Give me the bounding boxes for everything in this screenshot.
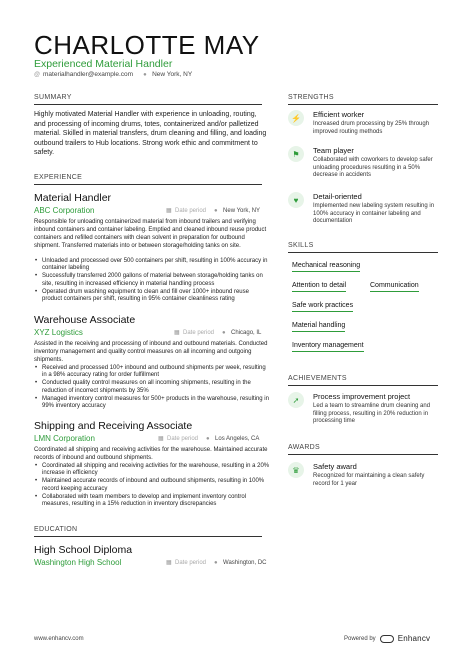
pin-icon: ●	[206, 436, 210, 442]
experience-heading: EXPERIENCE	[34, 174, 262, 185]
job-bullets	[34, 365, 270, 411]
skill-tag: Material handling	[292, 322, 345, 332]
pin-icon: ●	[214, 208, 218, 214]
location-contact: ● New York, NY	[143, 71, 193, 78]
enhancv-logo-icon	[380, 635, 394, 643]
job-title: Warehouse Associate	[34, 314, 136, 326]
pin-icon: ●	[143, 71, 147, 78]
email-contact[interactable]: @ materialhandler@example.com	[34, 71, 134, 78]
list-item: • Conducted quality control measures on all incoming shipments, resulting in the reduction of incorrect shipments by 35%	[34, 380, 270, 395]
skill-tag: Inventory management	[292, 342, 364, 352]
list-item: • Maintained accurate records of inbound and outbound shipments, resulting in 100% record keeping accuracy	[34, 478, 270, 493]
job-title: Shipping and Receiving Associate	[34, 420, 193, 432]
skill-tag: Attention to detail	[292, 282, 346, 292]
list-item: • Received and processed 100+ inbound and outbound shipments per week, resulting in a 98% accuracy rating for order fulfillment	[34, 365, 270, 380]
job-description: Responsible for unloading containerized material from inbound trailers and verifying inbound containers and container labeling. Emptied and cleaned inbound reuse product containers and refilled containers with clean solvent in preparation for outbound shipment. Transferred materials into or between storage/holding tanks on site.	[34, 219, 267, 249]
pin-icon: ●	[214, 560, 218, 566]
strengths-heading: STRENGTHS	[288, 94, 438, 105]
calendar-icon: ▦	[158, 436, 164, 442]
list-item: • Successfully transferred 2000 gallons of material between storage/holding tanks on site, resulting in increased efficiency in material handling process	[34, 273, 270, 288]
calendar-icon: ▦	[166, 560, 172, 566]
lightning-icon: ⚡	[288, 110, 304, 126]
job-company: ABC Corporation	[34, 206, 95, 215]
education-heading: EDUCATION	[34, 526, 262, 537]
skills-heading: SKILLS	[288, 242, 438, 253]
job-company: XYZ Logistics	[34, 328, 83, 337]
list-item: • Unloaded and processed over 500 containers per shift, resulting in 100% accuracy in container labeling	[34, 258, 270, 273]
footer-site-link[interactable]: www.enhancv.com	[34, 636, 84, 642]
flag-icon: ⚑	[288, 146, 304, 162]
pin-icon: ●	[222, 330, 226, 336]
skill-tag: Mechanical reasoning	[292, 262, 360, 272]
at-icon: @	[34, 71, 41, 78]
awards-heading: AWARDS	[288, 444, 438, 455]
job-bullets	[34, 258, 270, 304]
list-item: • Coordinated all shipping and receiving activities for the warehouse, resulting in a 20% increase in efficiency	[34, 463, 270, 478]
job-description: Coordinated all shipping and receiving activities for the warehouse. Maintained accurate records of inbound and outbound shipments.	[34, 447, 268, 461]
calendar-icon: ▦	[166, 208, 172, 214]
candidate-name: CHARLOTTE MAY	[34, 30, 260, 60]
job-description: Assisted in the receiving and processing of inbound and outbound materials. Conducted inventory management and quality control measures on all incoming and outgoing shipments.	[34, 341, 268, 363]
heart-icon: ♥	[288, 192, 304, 208]
contact-row	[34, 71, 192, 78]
summary-text: Highly motivated Material Handler with experience in unloading, routing, and processing of incoming drums, totes, containerized and/or palletized material. Skilled in material transfers, drum cleaning and filling, and loading outbound trailers to Hub locations. Strong work ethic and commitment to safety.	[34, 111, 267, 156]
job-meta: ▦ Date period ● Los Angeles, CA	[158, 436, 260, 442]
job-bullets	[34, 463, 270, 509]
education-school: Washington High School	[34, 558, 122, 567]
calendar-icon: ▦	[174, 330, 180, 336]
education-meta: ▦ Date period ● Washington, DC	[166, 560, 267, 566]
trophy-icon: ♛	[288, 462, 304, 478]
job-title: Material Handler	[34, 192, 112, 204]
candidate-role: Experienced Material Handler	[34, 58, 173, 70]
job-company: LMN Corporation	[34, 434, 95, 443]
rocket-icon: ➚	[288, 392, 304, 408]
list-item: • Managed inventory control measures for 500+ products in the warehouse, resulting in 99% inventory accuracy	[34, 396, 270, 411]
skill-tag: Safe work practices	[292, 302, 353, 312]
skill-tag: Communication	[370, 282, 419, 292]
resume-page: CHARLOTTE MAY Experienced Material Handler @ materialhandler@example.com ● New York, NY SUMMARY Highly motivated Material Handler with experience in unloading, routing, and processing of incoming drums, totes, containerized and/or palletized material. Skilled in material transfers, drum cleaning and filling, and loading outbound trailers to Hub locations. Strong work ethic and commitment to safety. EXPERIENCE Material Handler ABC Corporation ▦ Date period ● New York, NY Responsible for unloading containerized material from inbound trailers and verifying inbound containers and container labeling. Emptied and cleaned inbound reuse product containers and refilled containers with clean solvent in preparation for outbound shipment. Transferred materials into or between storage/holding tanks on site. • Unloaded and processed over 500 containers per shift, resulting in 100% accuracy in container labeling • Successfully transferred 2000 gallons of material between storage/holding tanks on site, resulting in increased efficiency in material handling process • Operated drum washing equipment to clean and fill over 1000+ inbound reuse product containers per shift, resulting in 95% container cleanliness rating Warehouse Associate XYZ Logistics ▦ Date period ● Chicago, IL Assisted in the receiving and processing of inbound and outbound materials. Conducted inventory management and quality control measures on all incoming and outgoing shipments. • Received and processed 100+ inbound and outbound shipments per week, resulting in a 98% accuracy rating for order fulfillment • Conducted quality control measures on all incoming shipments, resulting in the reduction of incorrect shipments by 35% • Managed inventory control measures for 500+ products in the warehouse, resulting in 99% inventory accuracy Shipping and Receiving Associate LMN Corporation ▦ Date period ● Los Angeles, CA Coordinated all shipping and receiving activities for the warehouse. Maintained accurate records of inbound and outbound shipments. • Coordinated all shipping and receiving activities for the warehouse, resulting in a 20% increase in efficiency • Maintained accurate records of inbound and outbound shipments, resulting in 100% record keeping accuracy • Collaborated with team members to develop and implement inventory control measures, resulting in a 15% reduction in inventory discrepancies EDUCATION High School Diploma Washington High School ▦ Date period ● Washington, DC STRENGTHS ⚡ Efficient worker Increased drum processing by 25% through improved routing methods ⚑ Team player Collaborated with coworkers to develop safer unloading procedures resulting in a 50% decrease in accidents ♥ Detail-oriented Implemented new labeling system resulting in 100% accuracy in container labeling and documentation SKILLS Mechanical reasoning Attention to detail Communication Safe work practices Material handling Inventory management ACHIEVEMENTS ➚ Process improvement project Led a team to streamline drum cleaning and filling process, resulting in 20% reduction in processing time AWARDS ♛ Safety award Recognized for maintaining a clean safety record for 1 year www.enhancv.com Powered by Enhancv	[0, 0, 474, 670]
summary-heading: SUMMARY	[34, 94, 262, 105]
job-meta: ▦ Date period ● Chicago, IL	[174, 330, 262, 336]
education-degree: High School Diploma	[34, 544, 133, 556]
list-item: • Collaborated with team members to develop and implement inventory control measures, resulting in a 15% reduction in inventory discrepancies	[34, 494, 270, 509]
achievements-heading: ACHIEVEMENTS	[288, 375, 438, 386]
job-meta: ▦ Date period ● New York, NY	[166, 208, 261, 214]
list-item: • Operated drum washing equipment to clean and fill over 1000+ inbound reuse product containers per shift, resulting in 95% container cleanliness rating	[34, 289, 270, 304]
footer-powered-by[interactable]: Powered by Enhancv	[344, 634, 431, 643]
